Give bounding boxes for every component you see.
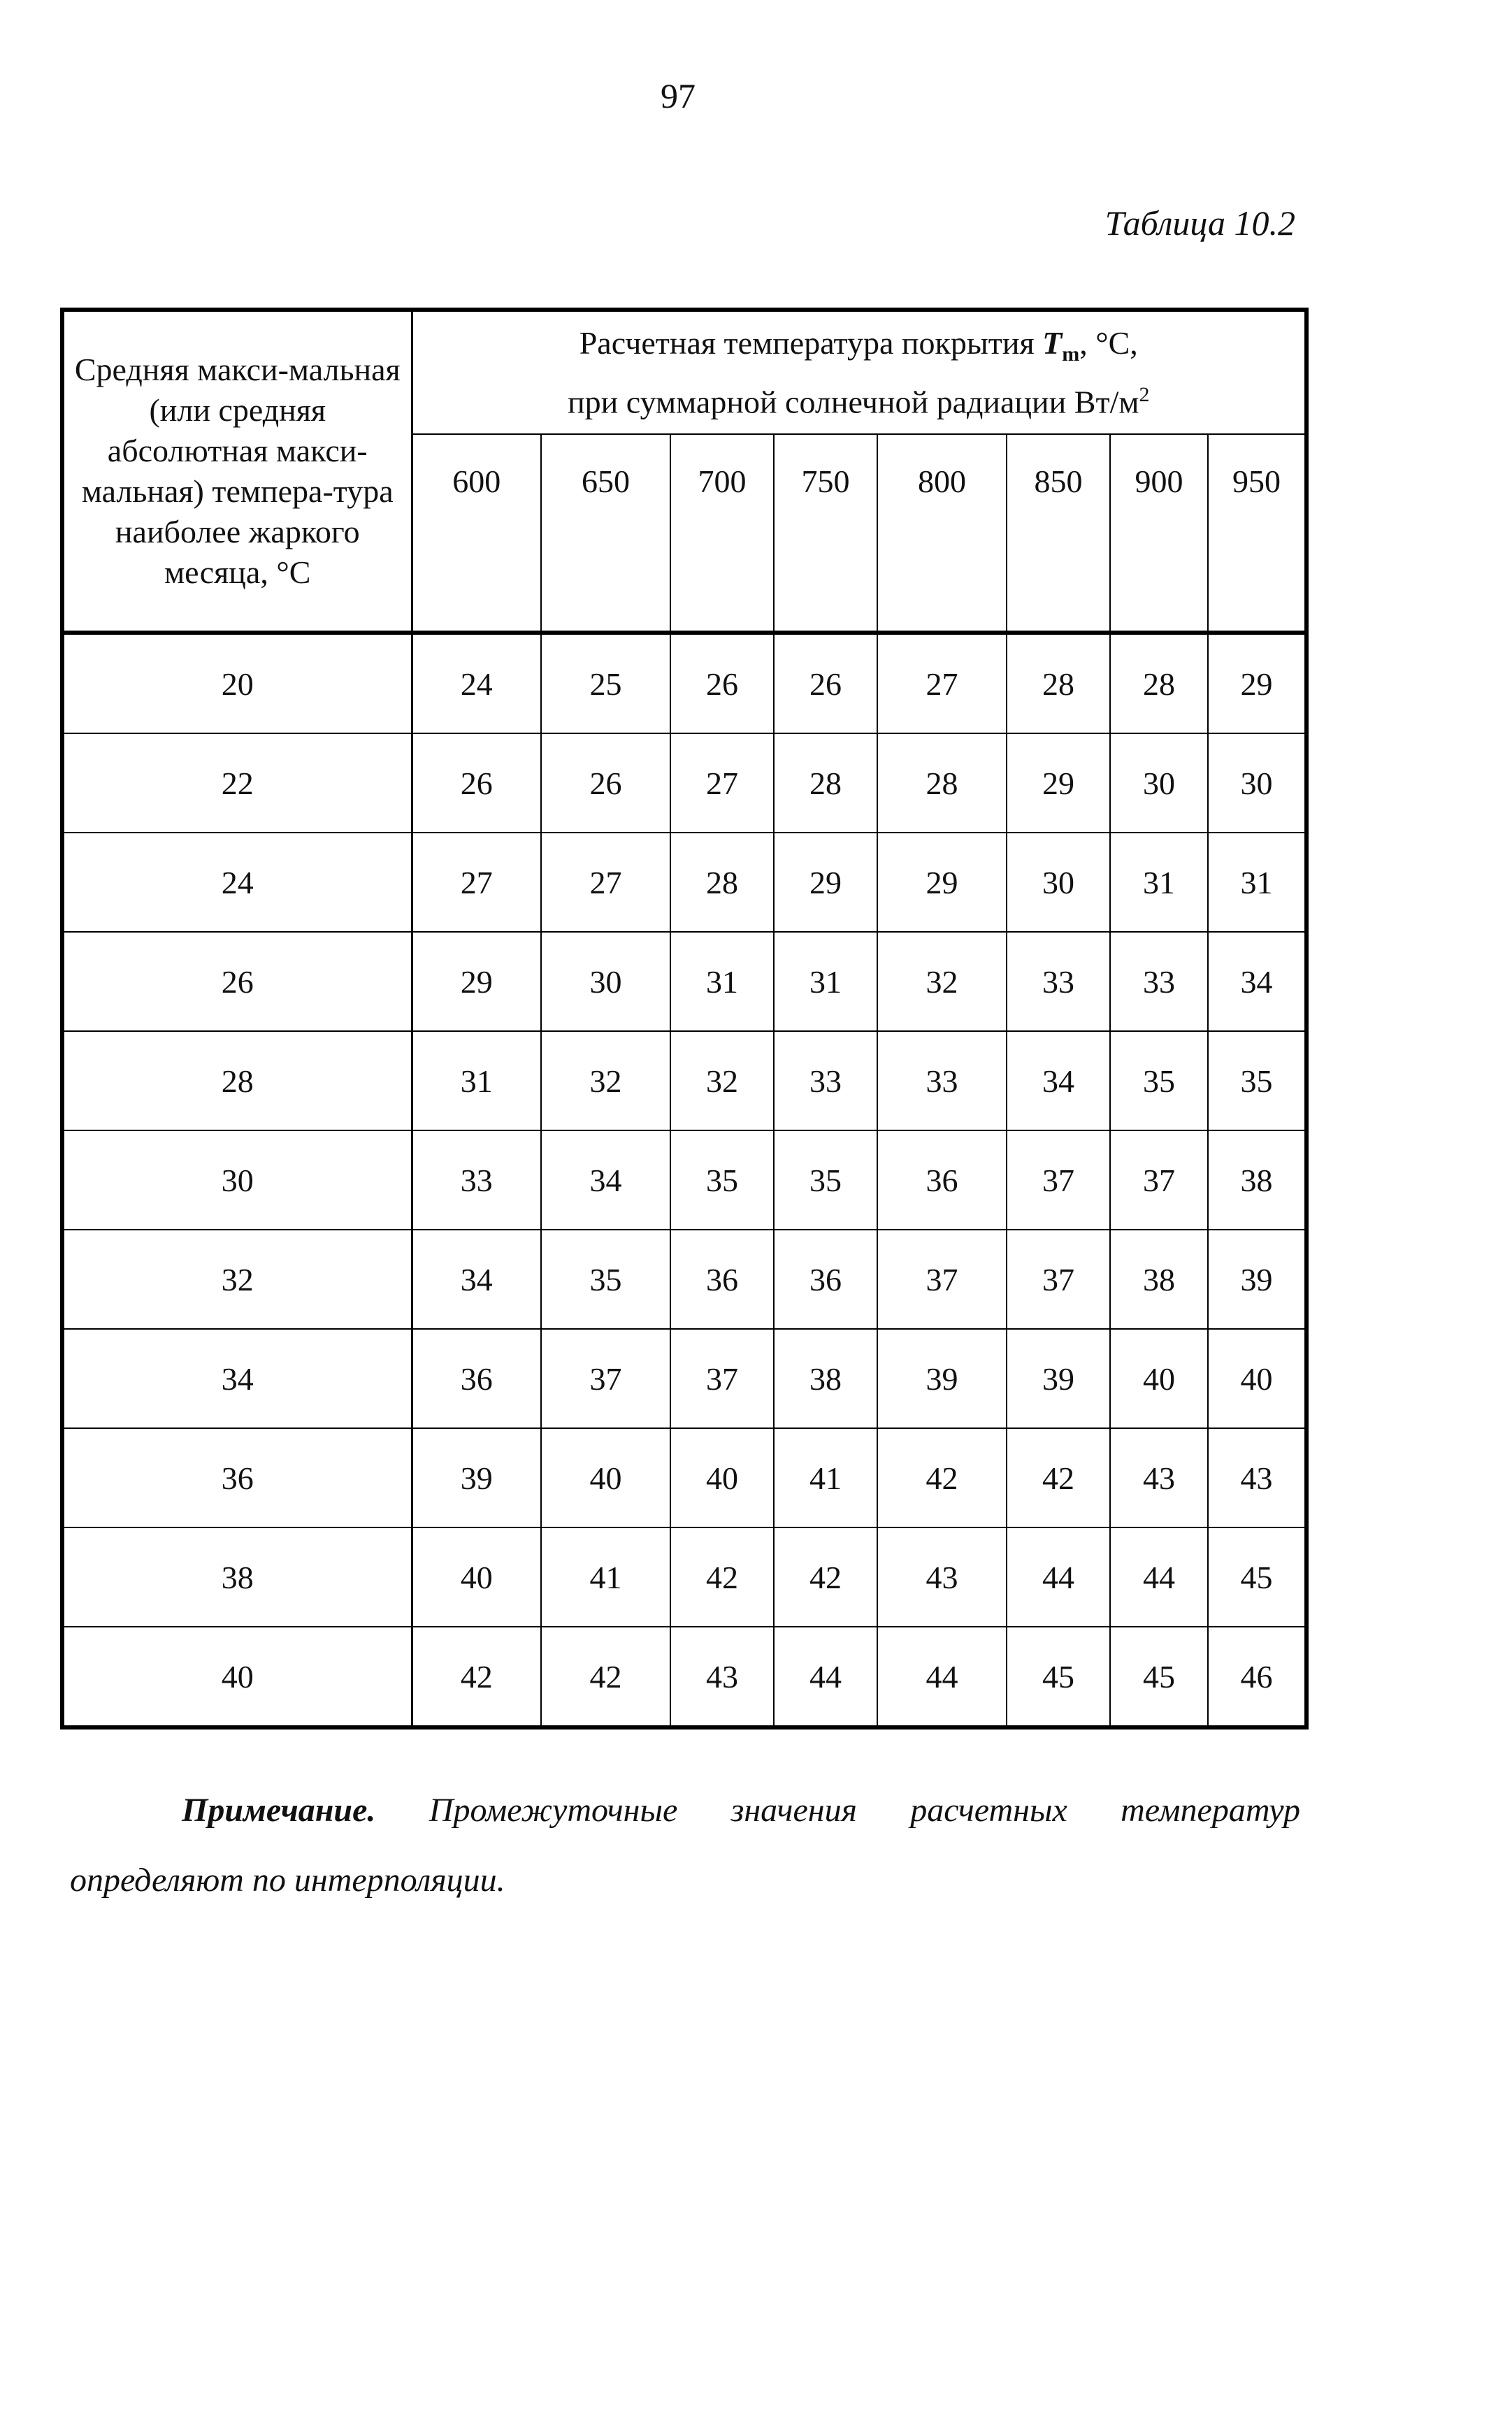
table-cell: 28 <box>774 733 877 833</box>
table-cell: 35 <box>774 1130 877 1230</box>
table-cell: 43 <box>670 1627 774 1727</box>
header-text-suffix: , °С, <box>1079 324 1138 361</box>
temperature-symbol-subscript: m <box>1062 342 1080 366</box>
table-cell: 29 <box>412 932 541 1031</box>
table-cell: 36 <box>670 1230 774 1329</box>
table-cell: 38 <box>774 1329 877 1428</box>
table-cell: 31 <box>412 1031 541 1130</box>
table-row <box>62 932 1306 1031</box>
column-header: 800 <box>877 434 1007 633</box>
row-key-cell: 30 <box>62 1130 412 1230</box>
table-row <box>62 1627 1306 1727</box>
table-cell: 28 <box>1110 633 1208 733</box>
column-header: 750 <box>774 434 877 633</box>
table-cell: 30 <box>541 932 670 1031</box>
column-group-header-line2 <box>419 375 1299 422</box>
table-body <box>62 633 1306 1727</box>
table-cell: 31 <box>1110 833 1208 932</box>
note-word: расчетных <box>910 1792 1067 1829</box>
table-cell: 44 <box>1110 1527 1208 1627</box>
table-cell: 42 <box>541 1627 670 1727</box>
radiation-text: при суммарной солнечной радиации Вт/м <box>568 384 1139 420</box>
note <box>70 1776 1300 1915</box>
column-header: 850 <box>1007 434 1110 633</box>
table-cell: 27 <box>670 733 774 833</box>
table-cell: 34 <box>412 1230 541 1329</box>
table-cell: 37 <box>670 1329 774 1428</box>
table-cell: 33 <box>1110 932 1208 1031</box>
table-cell: 42 <box>774 1527 877 1627</box>
row-key-cell: 34 <box>62 1329 412 1428</box>
table-caption: Таблица 10.2 <box>1104 203 1295 243</box>
table-cell: 38 <box>1208 1130 1306 1230</box>
row-key-cell: 40 <box>62 1627 412 1727</box>
row-key-cell: 38 <box>62 1527 412 1627</box>
table-row <box>62 1428 1306 1527</box>
column-header: 900 <box>1110 434 1208 633</box>
table-cell: 37 <box>1110 1130 1208 1230</box>
table-cell: 25 <box>541 633 670 733</box>
note-word: значения <box>730 1792 857 1829</box>
table-cell: 37 <box>541 1329 670 1428</box>
table-cell: 40 <box>541 1428 670 1527</box>
table-cell: 26 <box>670 633 774 733</box>
table-header-row <box>62 310 1306 434</box>
table-cell: 34 <box>1007 1031 1110 1130</box>
table-cell: 35 <box>1208 1031 1306 1130</box>
table-cell: 33 <box>877 1031 1007 1130</box>
column-header: 700 <box>670 434 774 633</box>
table-cell: 29 <box>1007 733 1110 833</box>
table-cell: 27 <box>877 633 1007 733</box>
table-cell: 24 <box>412 633 541 733</box>
table-cell: 30 <box>1007 833 1110 932</box>
table-cell: 37 <box>1007 1230 1110 1329</box>
table-cell: 45 <box>1110 1627 1208 1727</box>
table-cell: 40 <box>1208 1329 1306 1428</box>
table-cell: 33 <box>412 1130 541 1230</box>
table-cell: 27 <box>541 833 670 932</box>
table-cell: 35 <box>541 1230 670 1329</box>
row-key-cell: 28 <box>62 1031 412 1130</box>
table-row <box>62 1230 1306 1329</box>
table-cell: 28 <box>877 733 1007 833</box>
temperature-symbol: T <box>1042 324 1063 361</box>
row-key-cell: 24 <box>62 833 412 932</box>
table-cell: 44 <box>877 1627 1007 1727</box>
table-cell: 36 <box>774 1230 877 1329</box>
header-text-prefix: Расчетная температура покрытия <box>579 324 1043 361</box>
table-cell: 46 <box>1208 1627 1306 1727</box>
table-cell: 33 <box>774 1031 877 1130</box>
row-key-cell: 20 <box>62 633 412 733</box>
table-cell: 45 <box>1208 1527 1306 1627</box>
table-cell: 40 <box>412 1527 541 1627</box>
table-cell: 29 <box>1208 633 1306 733</box>
table-row <box>62 733 1306 833</box>
row-key-cell: 26 <box>62 932 412 1031</box>
table-cell: 44 <box>1007 1527 1110 1627</box>
page-number: 97 <box>661 76 696 115</box>
table-cell: 33 <box>1007 932 1110 1031</box>
table-cell: 37 <box>1007 1130 1110 1230</box>
row-header-cell <box>62 310 412 633</box>
table-cell: 34 <box>1208 932 1306 1031</box>
table-cell: 42 <box>412 1627 541 1727</box>
table-cell: 31 <box>1208 833 1306 932</box>
table-cell: 39 <box>1007 1329 1110 1428</box>
table-row <box>62 1130 1306 1230</box>
table-row <box>62 833 1306 932</box>
table-cell: 39 <box>1208 1230 1306 1329</box>
table-cell: 26 <box>412 733 541 833</box>
table-cell: 27 <box>412 833 541 932</box>
table-cell: 42 <box>877 1428 1007 1527</box>
table-cell: 43 <box>877 1527 1007 1627</box>
table-cell: 30 <box>1208 733 1306 833</box>
table-row <box>62 1031 1306 1130</box>
column-header: 950 <box>1208 434 1306 633</box>
table-cell: 39 <box>412 1428 541 1527</box>
row-header-text: Средняя макси-мальная (или средняя абсолютная макси-мальная) темпера-тура наиболее жаркого месяца, °С <box>74 352 401 590</box>
note-word: температур <box>1121 1792 1300 1829</box>
table-cell: 41 <box>541 1527 670 1627</box>
column-header: 650 <box>541 434 670 633</box>
table-cell: 26 <box>774 633 877 733</box>
column-header: 600 <box>412 434 541 633</box>
table-cell: 28 <box>670 833 774 932</box>
row-key-cell: 22 <box>62 733 412 833</box>
table-cell: 41 <box>774 1428 877 1527</box>
table-row <box>62 1527 1306 1627</box>
table-cell: 32 <box>877 932 1007 1031</box>
table-cell: 29 <box>774 833 877 932</box>
note-word: Промежуточные <box>429 1792 678 1829</box>
table-cell: 43 <box>1208 1428 1306 1527</box>
table-cell: 30 <box>1110 733 1208 833</box>
table-cell: 31 <box>774 932 877 1031</box>
table-cell: 28 <box>1007 633 1110 733</box>
table-cell: 37 <box>877 1230 1007 1329</box>
table-cell: 29 <box>877 833 1007 932</box>
note-line1 <box>70 1776 1300 1846</box>
table-cell: 43 <box>1110 1428 1208 1527</box>
table-cell: 35 <box>1110 1031 1208 1130</box>
column-group-header <box>412 310 1306 434</box>
table-cell: 42 <box>670 1527 774 1627</box>
table-row <box>62 633 1306 733</box>
table-row <box>62 1329 1306 1428</box>
table-cell: 32 <box>541 1031 670 1130</box>
table-cell: 36 <box>877 1130 1007 1230</box>
table-cell: 34 <box>541 1130 670 1230</box>
note-line2: определяют по интерполяции. <box>70 1862 505 1899</box>
table-cell: 31 <box>670 932 774 1031</box>
table-cell: 36 <box>412 1329 541 1428</box>
note-title: Примечание. <box>182 1792 376 1829</box>
row-key-cell: 32 <box>62 1230 412 1329</box>
table-cell: 26 <box>541 733 670 833</box>
table-cell: 44 <box>774 1627 877 1727</box>
unit-superscript: 2 <box>1139 382 1150 406</box>
table-cell: 40 <box>670 1428 774 1527</box>
row-key-cell: 36 <box>62 1428 412 1527</box>
column-group-header-line1 <box>419 323 1299 375</box>
table-cell: 35 <box>670 1130 774 1230</box>
table-cell: 42 <box>1007 1428 1110 1527</box>
data-table <box>60 308 1309 1730</box>
table-cell: 45 <box>1007 1627 1110 1727</box>
table-cell: 39 <box>877 1329 1007 1428</box>
table-cell: 38 <box>1110 1230 1208 1329</box>
table-cell: 40 <box>1110 1329 1208 1428</box>
table-cell: 32 <box>670 1031 774 1130</box>
